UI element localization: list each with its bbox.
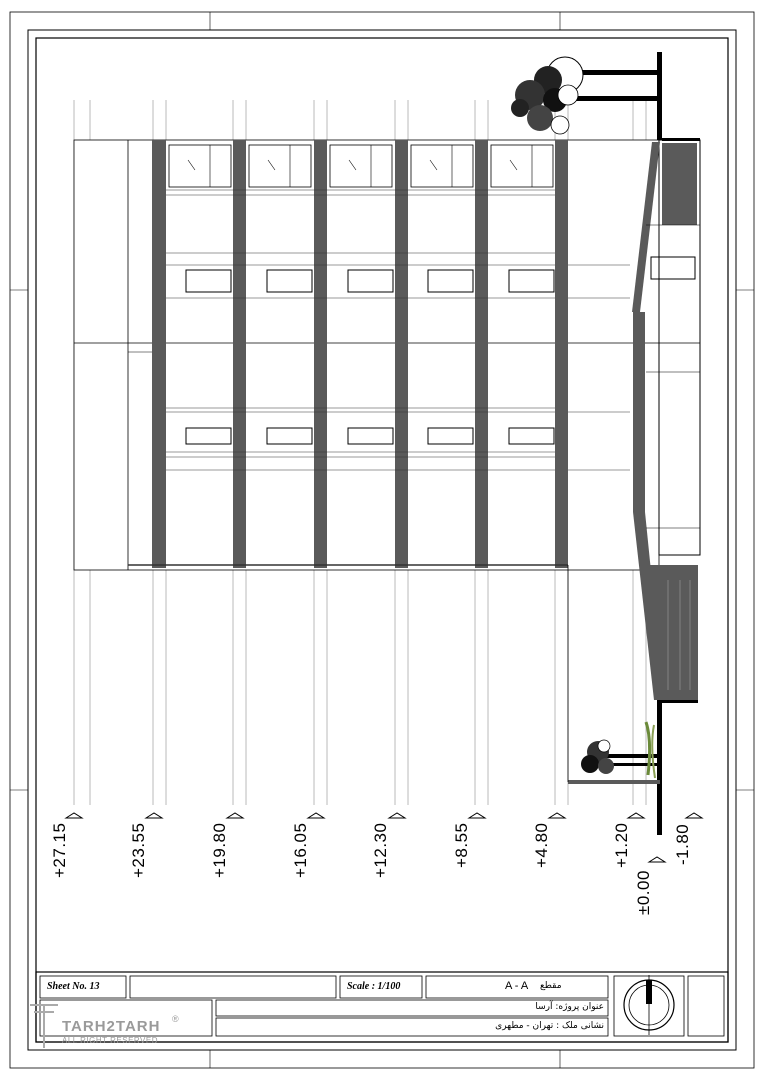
level-label: +1.20 [612,822,631,868]
level-label: +4.80 [532,822,551,868]
project-title: عنوان پروژه: آرسا [535,1002,604,1012]
scale-label: Scale : 1/100 [347,981,401,992]
tree-top [511,57,657,134]
level-label: -1.80 [673,823,692,865]
logo-registered: ® [172,1014,179,1024]
level-label: +16.05 [291,822,310,878]
level-label: +12.30 [371,822,390,878]
level-label: ±0.00 [634,870,653,915]
sheet-number: Sheet No. 13 [47,981,100,992]
level-label: +27.15 [50,822,69,878]
tree-bottom [581,722,657,778]
level-label: +19.80 [210,822,229,878]
section-name: A - A [505,980,529,992]
building-section [74,52,700,835]
logo-rights: ALL RIGHT RESERVED [62,1036,158,1045]
level-label: +23.55 [129,822,148,878]
level-label: +8.55 [452,822,471,868]
section-label: مقطع [540,981,562,991]
logo-name: TARH2TARH [62,1018,161,1035]
owner-address: نشانی ملک : تهران - مطهری [495,1021,604,1031]
